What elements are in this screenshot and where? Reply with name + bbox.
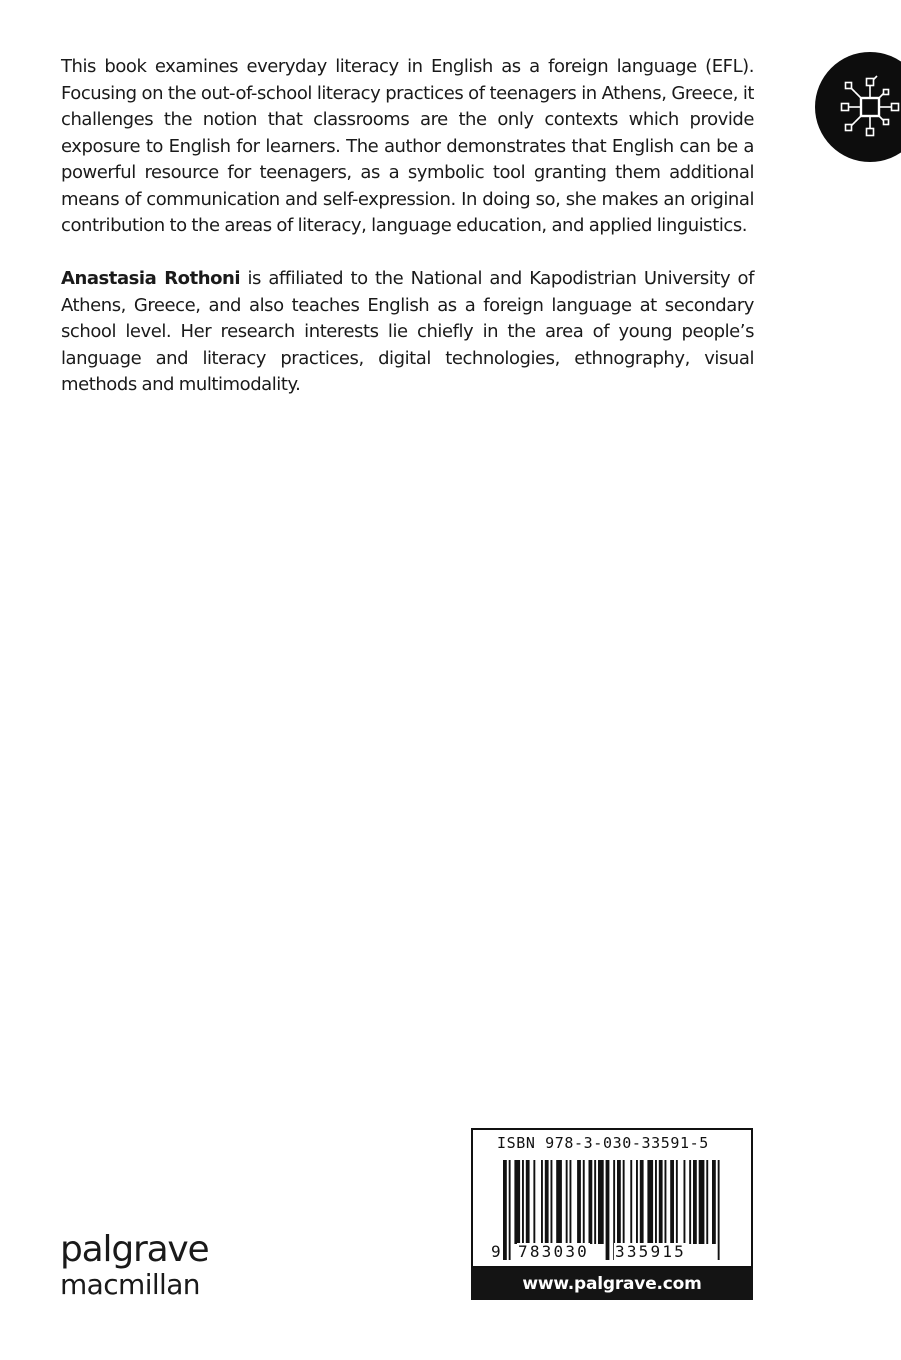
author-bio-text: is affiliated to the National and Kapodistrian University of Athens, Greece, and also teaches English as a foreign language at secondary school level. Her research interests lie chiefly in the area of young people’s language and literacy practices, digital technologies, ethnography, visual methods and multimodality.	[61, 268, 755, 395]
barcode-bar	[522, 1160, 524, 1244]
book-description: This book examines everyday literacy in English as a foreign language (EFL). Focusing on the out-of-school literacy practices of teenagers in Athens, Greece, it challenges the notion that classrooms are the only contexts which provide exposure to English for learners. The author demonstrates that English can be a powerful resource for teenagers, as a symbolic tool granting them additional means of communication and self-expression. In doing so, she makes an original contribution to the areas of literacy, language education, and applied linguistics.	[61, 56, 754, 236]
isbn-digits-left: 783030	[518, 1242, 589, 1261]
barcode-bar	[577, 1160, 581, 1244]
isbn-barcode	[471, 1128, 753, 1268]
barcode-bar	[659, 1160, 663, 1244]
barcode-bar	[718, 1160, 720, 1260]
barcode-bar	[630, 1160, 632, 1244]
publisher-logo-line2: macmillan	[60, 1268, 200, 1301]
barcode-bar	[706, 1160, 708, 1244]
barcode-bar	[589, 1160, 593, 1244]
barcode-bar	[699, 1160, 705, 1244]
barcode-bar	[503, 1160, 507, 1260]
barcode-bar	[655, 1160, 657, 1244]
barcode-bar	[526, 1160, 530, 1244]
author-bio	[61, 266, 754, 399]
isbn-digit-first: 9	[491, 1242, 501, 1261]
barcode-bar	[598, 1160, 604, 1244]
barcode-bar	[617, 1160, 621, 1244]
barcode-bar	[684, 1160, 686, 1244]
barcode-bar	[541, 1160, 543, 1244]
barcode-bar	[514, 1160, 520, 1244]
barcode-bar	[570, 1160, 572, 1244]
barcode-bar	[533, 1160, 535, 1244]
publisher-logo	[60, 1229, 209, 1302]
barcode-bar	[566, 1160, 568, 1244]
barcode-bar	[606, 1160, 610, 1260]
barcode-bar	[556, 1160, 562, 1244]
barcode-bar	[712, 1160, 716, 1244]
barcode-bar	[676, 1160, 678, 1244]
barcode-bars	[473, 1130, 751, 1266]
publisher-website[interactable]: www.palgrave.com	[471, 1268, 753, 1300]
barcode-bar	[583, 1160, 585, 1244]
palgrave-network-emblem-icon	[815, 52, 901, 162]
barcode-bar	[594, 1160, 596, 1244]
barcode-bar	[689, 1160, 691, 1244]
barcode-bar	[693, 1160, 697, 1244]
barcode-bar	[665, 1160, 667, 1244]
barcode-bar	[545, 1160, 549, 1244]
barcode-bar	[647, 1160, 653, 1244]
barcode-bar	[670, 1160, 674, 1244]
author-name: Anastasia Rothoni	[61, 268, 241, 289]
barcode-bar	[640, 1160, 644, 1244]
barcode-bar	[509, 1160, 511, 1260]
barcode-bar	[551, 1160, 553, 1244]
publisher-logo-line1: palgrave	[60, 1229, 209, 1270]
barcode-bar	[623, 1160, 625, 1244]
isbn-label: ISBN 978-3-030-33591-5	[497, 1134, 709, 1152]
barcode-bar	[636, 1160, 638, 1244]
isbn-digits-right: 335915	[615, 1242, 686, 1261]
